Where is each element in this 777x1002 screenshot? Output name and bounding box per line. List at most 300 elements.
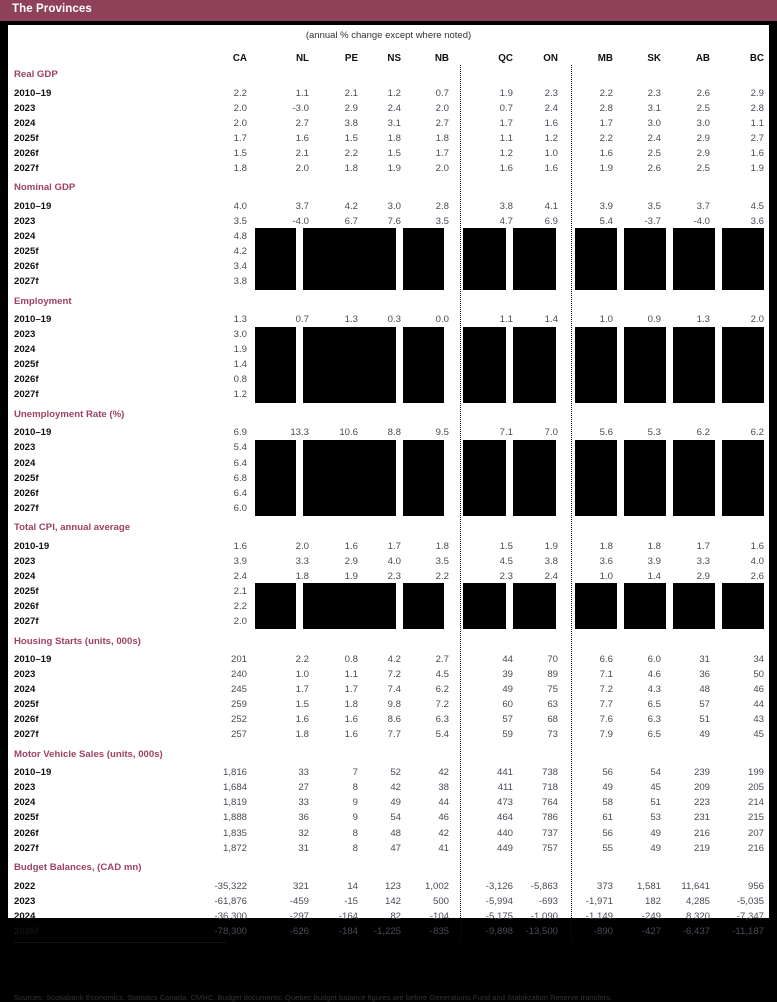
row-label-5-4: 2026f (14, 714, 39, 726)
cell-7-1-10: -5,035 (736, 895, 764, 907)
row-label-1-5: 2027f (14, 276, 39, 288)
row-label-1-0: 2010–19 (14, 200, 52, 212)
redaction-block-3-7 (673, 440, 715, 516)
cell-4-1-5: 4.5 (499, 555, 513, 567)
row-label-0-0: 2010–19 (14, 87, 52, 99)
cell-4-0-3: 1.7 (387, 540, 401, 552)
row-label-2-2: 2024 (14, 344, 36, 356)
cell-5-5-1: 1.8 (295, 729, 309, 741)
cell-7-1-8: 182 (644, 895, 661, 907)
row-label-7-1: 2023 (14, 895, 36, 907)
cell-1-2-0: 4.8 (233, 230, 247, 242)
redaction-block-2-3 (463, 327, 506, 403)
cell-5-3-4: 7.2 (435, 699, 449, 711)
cell-6-4-1: 32 (298, 827, 309, 839)
cell-6-3-7: 61 (602, 812, 613, 824)
cell-5-0-8: 6.0 (647, 654, 661, 665)
cell-0-4-6: 1.0 (544, 147, 558, 159)
cell-6-5-9: 219 (693, 842, 710, 854)
cell-0-5-0: 1.8 (233, 162, 247, 174)
cell-7-3-8: -427 (641, 925, 661, 937)
redaction-block-4-1 (303, 583, 396, 629)
cell-5-3-5: 60 (502, 699, 513, 711)
cell-4-0-10: 1.6 (750, 540, 764, 552)
cell-5-2-8: 4.3 (647, 684, 661, 696)
cell-4-0-0: 1.6 (233, 540, 247, 552)
section-title-5: Housing Starts (units, 000s) (14, 635, 141, 647)
row-label-3-2: 2024 (14, 457, 36, 469)
cell-7-3-4: -835 (429, 925, 449, 937)
row-label-1-4: 2026f (14, 261, 39, 272)
row-label-0-1: 2023 (14, 102, 36, 114)
row-label-3-3: 2025f (14, 472, 39, 484)
cell-5-2-10: 46 (753, 684, 764, 696)
cell-5-4-6: 68 (547, 714, 558, 726)
cell-6-3-0: 1,888 (222, 812, 247, 824)
cell-5-0-6: 70 (547, 654, 558, 665)
section-title-0: Real GDP (14, 69, 58, 80)
cell-6-0-1: 33 (298, 767, 309, 779)
cell-3-0-9: 6.2 (696, 427, 710, 439)
cell-4-2-7: 1.0 (599, 570, 613, 582)
cell-0-4-3: 1.5 (387, 147, 401, 159)
cell-6-0-0: 1,816 (222, 767, 247, 779)
cell-3-0-7: 5.6 (599, 427, 613, 439)
redaction-block-4-3 (463, 583, 506, 629)
cell-1-1-2: 6.7 (344, 215, 358, 227)
row-label-5-2: 2024 (14, 684, 36, 696)
cell-1-0-0: 4.0 (233, 200, 247, 212)
cell-0-3-10: 2.7 (750, 132, 764, 144)
table-end-rule (14, 942, 226, 943)
cell-7-1-6: -693 (538, 895, 558, 907)
cell-0-5-6: 1.6 (544, 162, 558, 174)
cell-4-1-2: 2.9 (344, 555, 358, 567)
cell-7-0-10: 956 (747, 880, 764, 892)
redaction-block-3-6 (624, 440, 666, 516)
cell-7-1-1: -459 (289, 895, 309, 907)
redaction-block-1-2 (403, 228, 444, 289)
cell-0-1-1: -3.0 (292, 102, 309, 114)
cell-7-3-5: -9,898 (485, 925, 513, 937)
cell-6-4-8: 49 (650, 827, 661, 839)
cell-7-2-0: -36,300 (214, 910, 247, 922)
row-label-4-4: 2026f (14, 600, 39, 612)
cell-6-2-9: 223 (693, 797, 710, 809)
cell-6-5-3: 47 (390, 842, 401, 854)
cell-1-0-10: 4.5 (750, 200, 764, 212)
cell-6-2-1: 33 (298, 797, 309, 809)
cell-5-5-0: 257 (230, 729, 247, 741)
cell-4-2-10: 2.6 (750, 570, 764, 582)
cell-5-2-9: 48 (699, 684, 710, 696)
cell-0-0-10: 2.9 (750, 87, 764, 99)
row-label-5-5: 2027f (14, 729, 39, 741)
cell-6-4-0: 1,835 (222, 827, 247, 839)
cell-5-4-7: 7.6 (599, 714, 613, 726)
row-label-4-5: 2027f (14, 615, 39, 627)
section-title-2: Employment (14, 295, 72, 307)
row-label-6-0: 2010–19 (14, 767, 52, 779)
cell-1-1-5: 4.7 (499, 215, 513, 227)
cell-6-2-7: 58 (602, 797, 613, 809)
cell-5-5-6: 73 (547, 729, 558, 741)
cell-0-2-7: 1.7 (599, 117, 613, 129)
row-label-6-3: 2025f (14, 812, 39, 824)
cell-0-0-6: 2.3 (544, 87, 558, 99)
row-label-2-5: 2027f (14, 389, 39, 401)
cell-7-0-9: 11,641 (681, 880, 710, 892)
cell-5-0-4: 2.7 (435, 654, 449, 665)
cell-0-4-10: 1.6 (750, 147, 764, 159)
redaction-block-3-1 (303, 440, 396, 516)
cell-0-2-2: 3.8 (344, 117, 358, 129)
row-label-3-5: 2027f (14, 502, 39, 514)
cell-7-2-10: -7,347 (736, 910, 764, 922)
cell-0-4-0: 1.5 (233, 147, 247, 159)
cell-0-0-5: 1.9 (499, 87, 513, 99)
cell-5-4-10: 43 (753, 714, 764, 726)
cell-4-0-7: 1.8 (599, 540, 613, 552)
cell-5-1-7: 7.1 (599, 669, 613, 681)
row-label-6-1: 2023 (14, 782, 36, 794)
cell-4-1-4: 3.5 (435, 555, 449, 567)
cell-0-0-8: 2.3 (647, 87, 661, 99)
cell-5-1-4: 4.5 (435, 669, 449, 681)
row-label-6-4: 2026f (14, 827, 39, 839)
cell-0-0-0: 2.2 (233, 87, 247, 99)
cell-4-2-5: 2.3 (499, 570, 513, 582)
redaction-block-3-0 (255, 440, 296, 516)
cell-0-5-5: 1.6 (499, 162, 513, 174)
cell-5-3-9: 57 (699, 699, 710, 711)
cell-7-0-7: 373 (596, 880, 613, 892)
cell-6-1-2: 8 (352, 782, 358, 794)
cell-4-2-8: 1.4 (647, 570, 661, 582)
cell-5-2-4: 6.2 (435, 684, 449, 696)
cell-6-1-7: 49 (602, 782, 613, 794)
cell-1-0-5: 3.8 (499, 200, 513, 212)
cell-2-0-2: 1.3 (344, 314, 358, 326)
redaction-block-4-8 (722, 583, 764, 629)
redaction-block-1-7 (673, 228, 715, 289)
row-label-6-5: 2027f (14, 842, 39, 854)
cell-1-1-3: 7.6 (387, 215, 401, 227)
redaction-block-1-4 (513, 228, 556, 289)
cell-0-5-7: 1.9 (599, 162, 613, 174)
column-header-nl: NL (295, 53, 309, 64)
cell-1-1-10: 3.6 (750, 215, 764, 227)
cell-0-2-3: 3.1 (387, 117, 401, 129)
redaction-block-2-5 (575, 327, 617, 403)
cell-1-1-0: 3.5 (233, 215, 247, 227)
row-label-4-0: 2010-19 (14, 540, 50, 552)
cell-5-5-10: 45 (753, 729, 764, 741)
row-label-5-0: 2010–19 (14, 654, 52, 665)
cell-4-0-6: 1.9 (544, 540, 558, 552)
cell-3-0-4: 9.5 (435, 427, 449, 439)
cell-4-0-4: 1.8 (435, 540, 449, 552)
cell-6-1-6: 718 (541, 782, 558, 794)
cell-6-4-9: 216 (693, 827, 710, 839)
cell-6-3-1: 36 (298, 812, 309, 824)
cell-3-0-5: 7.1 (499, 427, 513, 439)
cell-7-3-2: -184 (338, 925, 358, 937)
row-label-7-3: 2025f (14, 925, 39, 937)
redaction-block-2-2 (403, 327, 444, 403)
cell-1-3-0: 4.2 (233, 245, 247, 257)
cell-0-3-7: 2.2 (599, 132, 613, 144)
cell-5-0-9: 31 (699, 654, 710, 665)
cell-5-4-4: 6.3 (435, 714, 449, 726)
cell-6-1-5: 411 (497, 782, 513, 794)
cell-6-4-10: 207 (747, 827, 764, 839)
cell-7-0-0: -35,322 (214, 880, 247, 892)
cell-6-5-6: 757 (541, 842, 558, 854)
cell-5-1-5: 39 (502, 669, 513, 681)
cell-0-5-2: 1.8 (344, 162, 358, 174)
column-header-nb: NB (434, 53, 449, 64)
cell-7-3-6: -13,500 (525, 925, 558, 937)
cell-0-2-5: 1.7 (499, 117, 513, 129)
cell-0-3-2: 1.5 (344, 132, 358, 144)
cell-4-2-6: 2.4 (544, 570, 558, 582)
cell-6-2-0: 1,819 (222, 797, 247, 809)
cell-0-5-10: 1.9 (750, 162, 764, 174)
cell-2-5-0: 1.2 (233, 389, 247, 401)
cell-0-1-7: 2.8 (599, 102, 613, 114)
row-label-2-1: 2023 (14, 329, 36, 341)
cell-0-4-8: 2.5 (647, 147, 661, 159)
table-sheet (8, 25, 769, 1002)
cell-4-2-1: 1.8 (295, 570, 309, 582)
column-header-bc: BC (749, 53, 764, 64)
cell-6-4-2: 8 (352, 827, 358, 839)
cell-0-2-8: 3.0 (647, 117, 661, 129)
cell-7-3-10: -11,187 (732, 925, 764, 937)
cell-0-4-9: 2.9 (696, 147, 710, 159)
cell-2-1-0: 3.0 (233, 329, 247, 341)
cell-5-3-10: 44 (753, 699, 764, 711)
column-separator-0 (460, 65, 461, 940)
row-label-7-2: 2024 (14, 910, 36, 922)
cell-0-5-1: 2.0 (295, 162, 309, 174)
cell-7-2-5: -5,175 (485, 910, 513, 922)
cell-0-0-4: 0.7 (435, 87, 449, 99)
row-label-3-0: 2010–19 (14, 427, 52, 439)
cell-2-2-0: 1.9 (233, 344, 247, 356)
cell-0-3-4: 1.8 (435, 132, 449, 144)
cell-0-0-7: 2.2 (599, 87, 613, 99)
cell-0-5-8: 2.6 (647, 162, 661, 174)
cell-7-3-7: -890 (593, 925, 613, 937)
cell-5-1-1: 1.0 (295, 669, 309, 681)
cell-4-5-0: 2.0 (233, 615, 247, 627)
cell-0-5-9: 2.5 (696, 162, 710, 174)
cell-0-1-8: 3.1 (647, 102, 661, 114)
units-note: (annual % change except where noted) (305, 30, 472, 41)
cell-2-0-0: 1.3 (233, 314, 247, 326)
cell-6-5-4: 41 (438, 842, 449, 854)
cell-6-5-8: 49 (650, 842, 661, 854)
cell-0-2-0: 2.0 (233, 117, 247, 129)
cell-5-4-5: 57 (502, 714, 513, 726)
cell-0-1-5: 0.7 (499, 102, 513, 114)
cell-4-1-10: 4.0 (750, 555, 764, 567)
section-title-7: Budget Balances, (CAD mn) (14, 862, 142, 874)
cell-7-3-1: -626 (289, 925, 309, 937)
cell-6-5-2: 8 (352, 842, 358, 854)
section-title-4: Total CPI, annual average (14, 522, 131, 534)
redaction-block-4-2 (403, 583, 444, 629)
cell-4-2-0: 2.4 (233, 570, 247, 582)
cell-6-0-2: 7 (352, 767, 358, 779)
redaction-block-1-6 (624, 228, 666, 289)
redaction-block-2-7 (673, 327, 715, 403)
cell-7-3-3: -1,225 (373, 925, 401, 937)
cell-6-3-10: 215 (747, 812, 764, 824)
cell-5-5-9: 49 (699, 729, 710, 741)
cell-6-4-6: 737 (541, 827, 558, 839)
cell-5-5-4: 5.4 (435, 729, 449, 741)
cell-5-2-3: 7.4 (387, 684, 401, 696)
cell-6-2-8: 51 (650, 797, 661, 809)
cell-4-2-2: 1.9 (344, 570, 358, 582)
cell-2-0-5: 1.1 (499, 314, 513, 326)
redaction-block-2-6 (624, 327, 666, 403)
redaction-block-4-0 (255, 583, 296, 629)
cell-4-2-3: 2.3 (387, 570, 401, 582)
cell-6-1-0: 1,684 (222, 782, 247, 794)
cell-6-0-5: 441 (496, 767, 513, 779)
cell-6-3-2: 9 (352, 812, 358, 824)
cell-5-2-1: 1.7 (295, 684, 309, 696)
cell-4-2-4: 2.2 (435, 570, 449, 582)
cell-5-2-6: 75 (547, 684, 558, 696)
cell-4-0-5: 1.5 (499, 540, 513, 552)
redaction-block-4-5 (575, 583, 617, 629)
column-header-mb: MB (597, 53, 613, 64)
cell-4-3-0: 2.1 (233, 585, 247, 597)
cell-7-2-2: -164 (338, 910, 358, 922)
row-label-4-2: 2024 (14, 570, 36, 582)
cell-7-2-8: -249 (641, 910, 661, 922)
column-header-sk: SK (647, 53, 661, 64)
cell-6-2-2: 9 (352, 797, 358, 809)
cell-0-1-9: 2.5 (696, 102, 710, 114)
cell-6-2-4: 44 (438, 797, 449, 809)
row-label-3-1: 2023 (14, 442, 36, 454)
cell-5-3-7: 7.7 (599, 699, 613, 711)
cell-7-0-8: 1,581 (636, 880, 661, 892)
cell-1-1-8: -3.7 (644, 215, 661, 227)
cell-6-5-7: 55 (602, 842, 613, 854)
cell-0-2-1: 2.7 (295, 117, 309, 129)
cell-2-0-6: 1.4 (544, 314, 558, 326)
row-label-4-1: 2023 (14, 555, 36, 567)
redaction-block-3-4 (513, 440, 556, 516)
cell-7-0-3: 123 (384, 880, 401, 892)
cell-6-3-5: 464 (496, 812, 513, 824)
cell-4-1-0: 3.9 (233, 555, 247, 567)
cell-5-0-1: 2.2 (295, 654, 309, 665)
cell-7-2-7: -1,149 (585, 910, 613, 922)
cell-4-0-2: 1.6 (344, 540, 358, 552)
cell-3-0-10: 6.2 (750, 427, 764, 439)
redaction-block-4-4 (513, 583, 556, 629)
cell-0-4-2: 2.2 (344, 147, 358, 159)
cell-5-4-1: 1.6 (295, 714, 309, 726)
row-label-6-2: 2024 (14, 797, 36, 809)
redaction-block-3-5 (575, 440, 617, 516)
cell-1-0-6: 4.1 (544, 200, 558, 212)
cell-5-1-0: 240 (230, 669, 247, 681)
cell-4-0-8: 1.8 (647, 540, 661, 552)
cell-5-3-0: 259 (230, 699, 247, 711)
cell-5-3-8: 6.5 (647, 699, 661, 711)
redaction-block-1-0 (255, 228, 296, 289)
cell-7-2-3: 82 (390, 910, 401, 922)
cell-4-1-9: 3.3 (696, 555, 710, 567)
cell-6-0-3: 52 (390, 767, 401, 779)
redaction-block-1-3 (463, 228, 506, 289)
cell-3-3-0: 6.8 (233, 472, 247, 484)
cell-5-0-0: 201 (230, 654, 247, 665)
cell-6-0-4: 42 (438, 767, 449, 779)
redaction-block-3-8 (722, 440, 764, 516)
cell-7-2-4: -104 (429, 910, 449, 922)
row-label-7-0: 2022 (14, 880, 36, 892)
cell-5-3-6: 63 (547, 699, 558, 711)
cell-1-1-9: -4.0 (693, 215, 710, 227)
cell-1-0-4: 2.8 (435, 200, 449, 212)
page-title: The Provinces (12, 3, 92, 15)
cell-3-4-0: 6.4 (233, 487, 247, 499)
cell-5-0-2: 0.8 (344, 654, 358, 665)
cell-1-0-2: 4.2 (344, 200, 358, 212)
cell-6-1-3: 42 (390, 782, 401, 794)
row-label-2-3: 2025f (14, 359, 39, 371)
cell-0-1-4: 2.0 (435, 102, 449, 114)
cell-3-2-0: 6.4 (233, 457, 247, 469)
cell-4-2-9: 2.9 (696, 570, 710, 582)
cell-5-5-3: 7.7 (387, 729, 401, 741)
redaction-block-1-8 (722, 228, 764, 289)
cell-3-0-8: 5.3 (647, 427, 661, 439)
cell-3-0-0: 6.9 (233, 427, 247, 439)
cell-7-0-6: -5,863 (530, 880, 558, 892)
row-label-2-4: 2026f (14, 374, 39, 386)
redaction-block-4-6 (624, 583, 666, 629)
row-label-1-3: 2025f (14, 245, 39, 257)
cell-0-2-4: 2.7 (435, 117, 449, 129)
cell-5-0-5: 44 (502, 654, 513, 665)
cell-3-0-1: 13.3 (290, 427, 309, 439)
cell-5-1-3: 7.2 (387, 669, 401, 681)
cell-0-0-3: 1.2 (387, 87, 401, 99)
cell-4-1-1: 3.3 (295, 555, 309, 567)
cell-7-3-0: -78,300 (214, 925, 247, 937)
cell-4-0-1: 2.0 (295, 540, 309, 552)
cell-0-3-9: 2.9 (696, 132, 710, 144)
cell-0-0-2: 2.1 (344, 87, 358, 99)
cell-7-2-6: -1,090 (530, 910, 558, 922)
cell-6-4-5: 440 (496, 827, 513, 839)
cell-2-0-7: 1.0 (599, 314, 613, 326)
cell-1-1-6: 6.9 (544, 215, 558, 227)
cell-0-1-0: 2.0 (233, 102, 247, 114)
cell-5-0-3: 4.2 (387, 654, 401, 665)
